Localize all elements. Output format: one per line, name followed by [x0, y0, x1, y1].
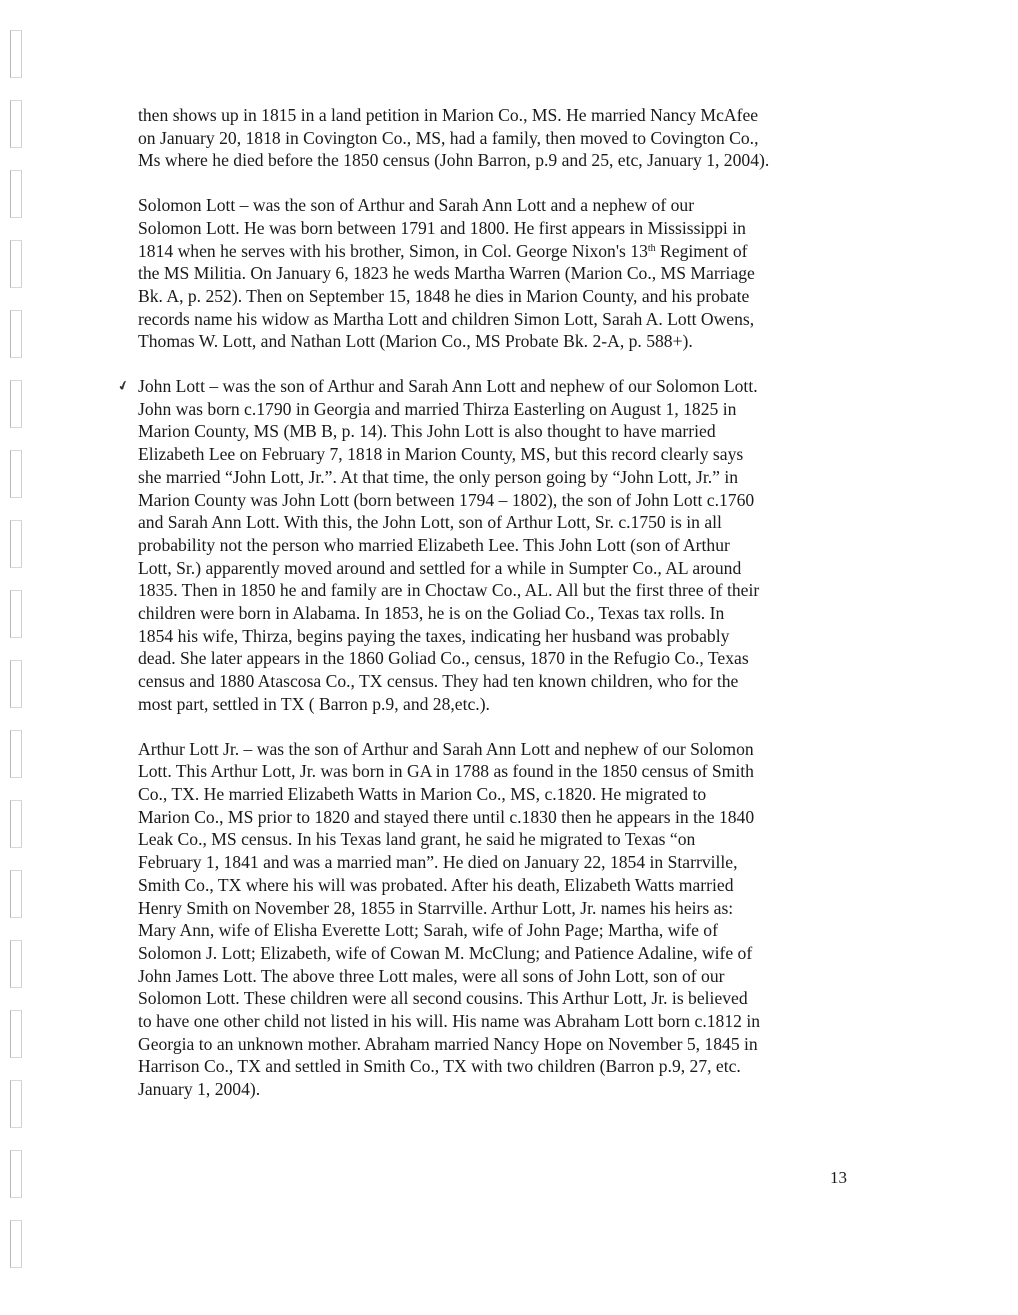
text-line: Thomas W. Lott, and Nathan Lott (Marion Co., MS Probate Bk. 2-A, p. 588+). [138, 331, 693, 352]
text-line: then shows up in 1815 in a land petition in Marion Co., MS. He married Nancy McAfee [138, 105, 759, 125]
text-line: probability not the person who married Elizabeth Lee. This John Lott (son of Arthur [138, 534, 730, 555]
binder-mark [10, 1220, 22, 1268]
binder-mark [10, 1080, 22, 1128]
binder-mark [10, 380, 22, 428]
text-line: Ms where he died before the 1850 census (John Barron, p.9 and 25, etc, January 1, 2004). [138, 150, 770, 171]
text-line: 1835. Then in 1850 he and family are in Choctaw Co., AL. All but the first three of their [138, 580, 760, 601]
text-line: John Lott – was the son of Arthur and Sarah Ann Lott and nephew of our Solomon Lott. [138, 376, 758, 397]
binder-mark [10, 170, 22, 218]
text-line: children were born in Alabama. In 1853, he is on the Goliad Co., Texas tax rolls. In [138, 603, 725, 624]
binder-mark [10, 30, 22, 78]
text-line: Marion County, MS (MB B, p. 14). This John Lott is also thought to have married [138, 421, 716, 442]
binder-mark [10, 1150, 22, 1198]
text-line: records name his widow as Martha Lott and children Simon Lott, Sarah A. Lott Owens, [138, 308, 755, 329]
text-line: Georgia to an unknown mother. Abraham married Nancy Hope on November 5, 1845 in [138, 1033, 758, 1054]
binder-hole-marks [6, 30, 28, 1300]
text-line: she married “John Lott, Jr.”. At that time, the only person going by “John Lott, Jr.” in [138, 466, 739, 487]
text-line: Leak Co., MS census. In his Texas land grant, he said he migrated to Texas “on [138, 829, 696, 850]
text-line: Henry Smith on November 28, 1855 in Starrville. Arthur Lott, Jr. names his heirs as: [138, 897, 734, 918]
paragraph-arthur-lott-jr [138, 738, 866, 1101]
text-line: John was born c.1790 in Georgia and married Thirza Easterling on August 1, 1825 in [138, 398, 737, 419]
text-line: and Sarah Ann Lott. With this, the John Lott, son of Arthur Lott, Sr. c.1750 is in all [138, 512, 722, 533]
text-line: Co., TX. He married Elizabeth Watts in Marion Co., MS, c.1820. He migrated to [138, 783, 707, 804]
text-line: Elizabeth Lee on February 7, 1818 in Marion County, MS, but this record clearly says [138, 444, 744, 465]
text-line: Marion Co., MS prior to 1820 and stayed there until c.1830 then he appears in the 1840 [138, 806, 755, 827]
text-line: Bk. A, p. 252). Then on September 15, 1848 he dies in Marion County, and his probate [138, 285, 750, 306]
text-line: Lott. This Arthur Lott, Jr. was born in GA in 1788 as found in the 1850 census of Smith [138, 761, 754, 782]
binder-mark [10, 240, 22, 288]
text-line: Lott, Sr.) apparently moved around and settled for a while in Sumpter Co., AL around [138, 557, 742, 578]
text-line: February 1, 1841 and was a married man”. He died on January 22, 1854 in Starrville, [138, 852, 738, 873]
text-line-end: Regiment of [655, 240, 748, 261]
text-line: 1854 his wife, Thirza, begins paying the taxes, indicating her husband was probably [138, 625, 730, 646]
binder-mark [10, 660, 22, 708]
text-line: Harrison Co., TX and settled in Smith Co., TX with two children (Barron p.9, 27, etc. [138, 1056, 741, 1077]
binder-mark [10, 520, 22, 568]
text-line: Mary Ann, wife of Elisha Everette Lott; Sarah, wife of John Page; Martha, wife of [138, 920, 718, 941]
binder-mark [10, 730, 22, 778]
text-line: census and 1880 Atascosa Co., TX census. They had ten known children, who for the [138, 671, 739, 692]
text-line: Arthur Lott Jr. – was the son of Arthur and Sarah Ann Lott and nephew of our Solomon [138, 738, 754, 759]
page-number: 13 [830, 1168, 847, 1187]
text-line: to have one other child not listed in his will. His name was Abraham Lott born c.1812 in [138, 1011, 761, 1032]
text-line: Smith Co., TX where his will was probated. After his death, Elizabeth Watts married [138, 874, 734, 895]
binder-mark [10, 800, 22, 848]
binder-mark [10, 100, 22, 148]
text-line: January 1, 2004). [138, 1079, 261, 1100]
text-line: Solomon Lott – was the son of Arthur and Sarah Ann Lott and a nephew of our [138, 195, 695, 216]
text-line: Marion County was John Lott (born between 1794 – 1802), the son of John Lott c.1760 [138, 489, 755, 510]
paragraph-john-lott [138, 375, 866, 716]
text-line [138, 240, 866, 263]
handwritten-check-mark: ✔ [115, 376, 131, 395]
paragraph-intro [138, 104, 866, 172]
binder-mark [10, 940, 22, 988]
binder-mark [10, 310, 22, 358]
superscript: th [647, 242, 656, 254]
text-line: Solomon Lott. These children were all second cousins. This Arthur Lott, Jr. is believed [138, 988, 748, 1009]
binder-mark [10, 1010, 22, 1058]
paragraph-solomon-lott [138, 194, 866, 353]
binder-mark [10, 450, 22, 498]
text-line: the MS Militia. On January 6, 1823 he weds Martha Warren (Marion Co., MS Marriage [138, 263, 755, 284]
binder-mark [10, 870, 22, 918]
text-line: on January 20, 1818 in Covington Co., MS, had a family, then moved to Covington Co., [138, 127, 759, 148]
body-text [138, 104, 866, 1123]
binder-mark [10, 590, 22, 638]
text-line: John James Lott. The above three Lott males, were all sons of John Lott, son of our [138, 965, 725, 986]
text-line: Solomon Lott. He was born between 1791 and 1800. He first appears in Mississippi in [138, 217, 746, 238]
text-line: most part, settled in TX ( Barron p.9, and 28,etc.). [138, 693, 490, 714]
text-line: dead. She later appears in the 1860 Goliad Co., census, 1870 in the Refugio Co., Texas [138, 648, 749, 669]
text-line: Solomon J. Lott; Elizabeth, wife of Cowan M. McClung; and Patience Adaline, wife of [138, 942, 753, 963]
text-line-start: 1814 when he serves with his brother, Simon, in Col. George Nixon's 13 [138, 240, 648, 261]
